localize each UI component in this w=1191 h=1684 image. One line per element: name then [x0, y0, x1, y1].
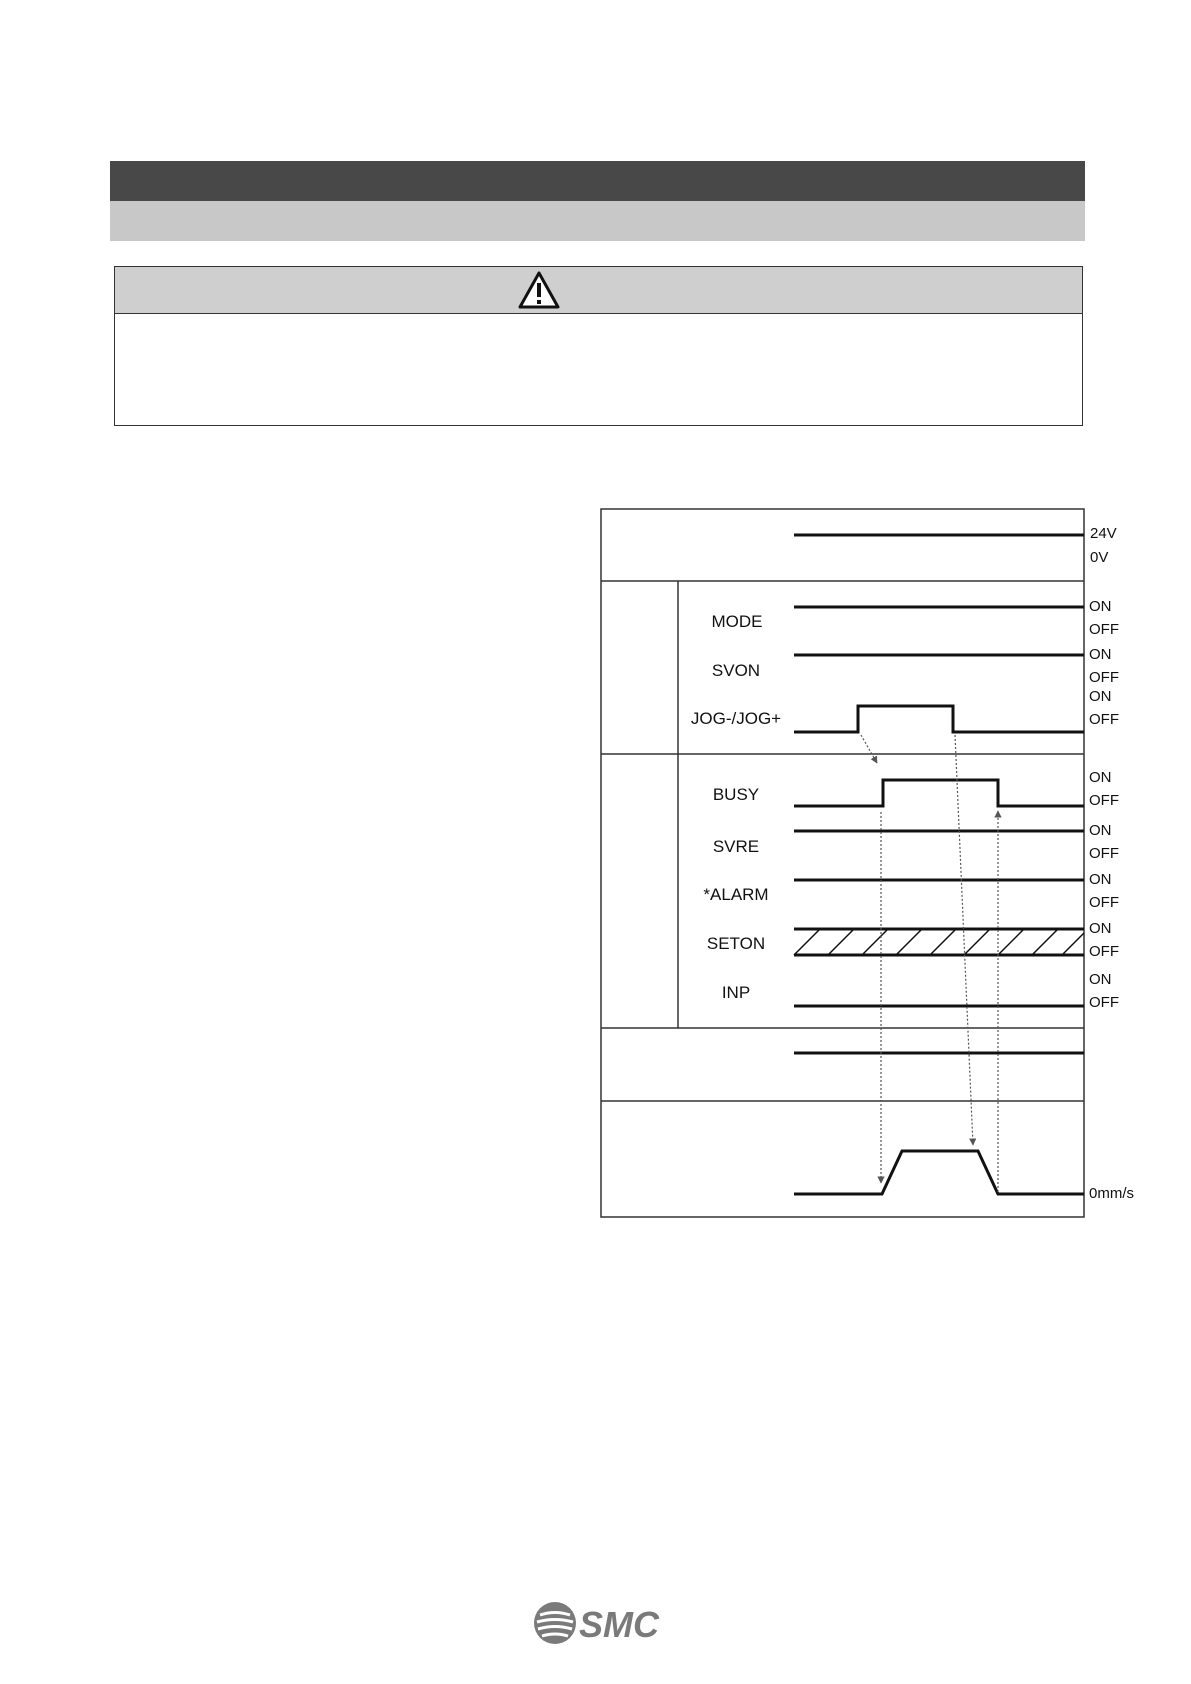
speed-zero-label: 0mm/s	[1089, 1185, 1134, 1202]
power-high-label: 24V	[1090, 525, 1117, 542]
mode-off-label: OFF	[1089, 621, 1119, 638]
signal-label-svon: SVON	[711, 661, 761, 680]
signal-label-mode: MODE	[711, 612, 763, 631]
smc-logo-icon	[532, 1598, 672, 1648]
signal-label-svre: SVRE	[712, 837, 760, 856]
timing-chart	[600, 508, 1142, 1220]
jog-signal-line	[794, 706, 1084, 732]
busy-off-label: OFF	[1089, 792, 1119, 809]
busy-signal-line	[794, 780, 1084, 806]
seton-on-label: ON	[1089, 920, 1112, 937]
signal-label-alarm: *ALARM	[703, 885, 769, 904]
mode-on-label: ON	[1089, 598, 1112, 615]
jog-on-label: ON	[1089, 688, 1112, 705]
svre-off-label: OFF	[1089, 845, 1119, 862]
signal-label-busy: BUSY	[712, 785, 760, 804]
busy-on-label: ON	[1089, 769, 1112, 786]
seton-off-label: OFF	[1089, 943, 1119, 960]
alarm-on-label: ON	[1089, 871, 1112, 888]
inp-off-label: OFF	[1089, 994, 1119, 1011]
signal-label-inp: INP	[721, 983, 751, 1002]
chart-frame	[601, 509, 1084, 1217]
speed-profile-line	[794, 1151, 1084, 1194]
inp-on-label: ON	[1089, 971, 1112, 988]
signal-label-jog: JOG-/JOG+	[690, 709, 782, 728]
signal-label-seton: SETON	[706, 934, 766, 953]
warning-triangle-icon	[517, 270, 561, 310]
svon-off-label: OFF	[1089, 669, 1119, 686]
section-header-bar	[110, 161, 1085, 201]
subsection-header-bar	[110, 201, 1085, 241]
svon-on-label: ON	[1089, 646, 1112, 663]
jog-off-label: OFF	[1089, 711, 1119, 728]
alarm-off-label: OFF	[1089, 894, 1119, 911]
caution-header	[115, 267, 1082, 314]
svg-text:SMC: SMC	[579, 1604, 659, 1645]
caution-box	[114, 266, 1083, 426]
power-low-label: 0V	[1090, 549, 1109, 566]
svre-on-label: ON	[1089, 822, 1112, 839]
seton-undefined-region	[794, 929, 1084, 955]
